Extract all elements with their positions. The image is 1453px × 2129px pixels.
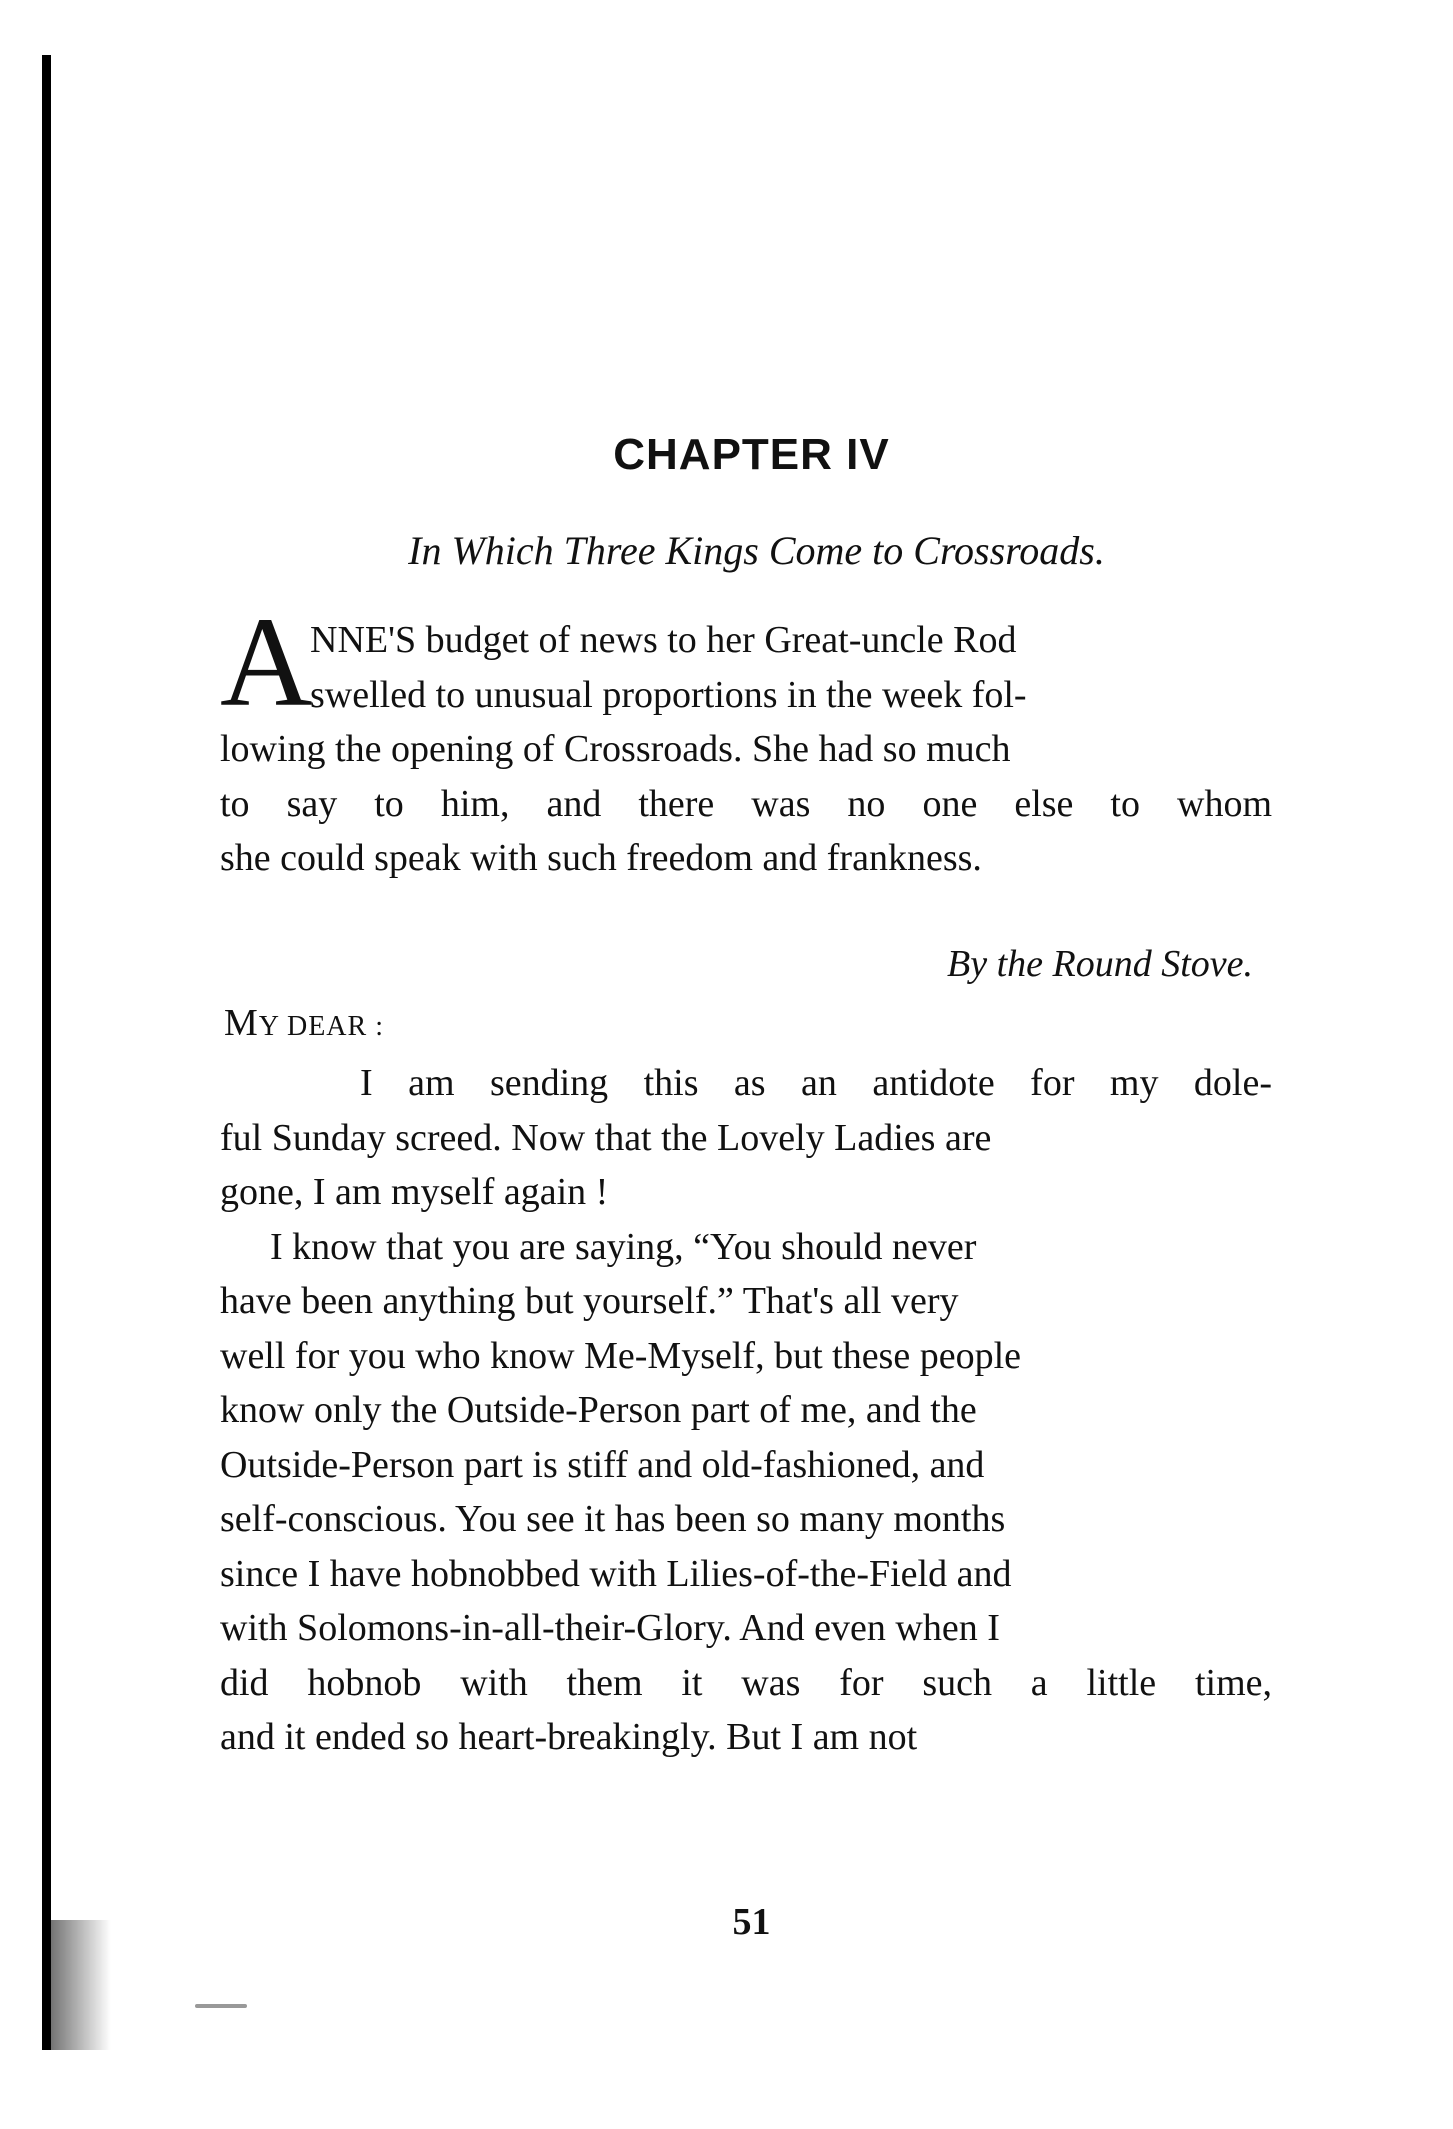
line-text: have been anything but yourself.” That's all very bbox=[220, 1280, 959, 1322]
text-line bbox=[220, 777, 1272, 832]
text-line bbox=[220, 1492, 1272, 1547]
text-line bbox=[220, 1383, 1272, 1438]
line-text: self-conscious. You see it has been so many months bbox=[220, 1498, 1006, 1540]
line-text: I am sending this as an antidote for my dole- bbox=[360, 1062, 1272, 1104]
drop-cap: A bbox=[220, 591, 313, 733]
line-text: well for you who know Me-Myself, but these people bbox=[220, 1334, 1022, 1377]
line-text: gone, I am myself again ! bbox=[220, 1171, 609, 1213]
line-text: since I have hobnobbed with Lilies-of-the-Field and bbox=[220, 1552, 1012, 1595]
line-text: Outside-Person part is stiff and old-fashioned, and bbox=[220, 1443, 985, 1486]
line-text: did hobnob with them it was for such a little time, bbox=[220, 1661, 1272, 1704]
line-text: lowing the opening of Crossroads. She had so much bbox=[220, 728, 1011, 770]
text-line bbox=[220, 1601, 1272, 1656]
line-text: with Solomons-in-all-their-Glory. And even when I bbox=[220, 1607, 1000, 1649]
text-line bbox=[220, 1710, 1272, 1765]
line-text: she could speak with such freedom and frankness. bbox=[220, 837, 982, 879]
text-line bbox=[220, 1165, 1272, 1220]
line-text: ful Sunday screed. Now that the Lovely Ladies are bbox=[220, 1116, 992, 1159]
salutation-rest: Y DEAR : bbox=[258, 1011, 384, 1042]
opening-paragraph bbox=[220, 613, 1272, 886]
text-line bbox=[220, 1329, 1272, 1384]
salutation-initial: M bbox=[224, 1002, 259, 1044]
chapter-heading: CHAPTER IV bbox=[613, 430, 890, 479]
chapter-subtitle: In Which Three Kings Come to Crossroads. bbox=[408, 528, 1105, 573]
book-spine-shadow bbox=[42, 55, 51, 2050]
ink-speck bbox=[195, 2004, 247, 2008]
line-text: NNE'S budget of news to her Great-uncle Rod bbox=[310, 619, 1017, 661]
text-line bbox=[220, 1111, 1272, 1166]
text-line bbox=[220, 1056, 1272, 1111]
text-line bbox=[220, 613, 1272, 668]
text-line bbox=[220, 1438, 1272, 1493]
letter-body bbox=[220, 1056, 1272, 1765]
line-text: know only the Outside-Person part of me, and the bbox=[220, 1389, 977, 1431]
text-line bbox=[220, 722, 1272, 777]
text-line bbox=[220, 1656, 1272, 1711]
line-text: to say to him, and there was no one else to whom bbox=[220, 782, 1272, 825]
text-line bbox=[220, 831, 1272, 886]
letter-dateline: By the Round Stove. bbox=[946, 943, 1253, 985]
line-text: I know that you are saying, “You should never bbox=[270, 1225, 977, 1268]
letter-salutation bbox=[224, 1001, 384, 1045]
text-line bbox=[220, 1274, 1272, 1329]
text-line bbox=[220, 1220, 1272, 1275]
line-text: and it ended so heart-breakingly. But I am not bbox=[220, 1716, 918, 1758]
page-number: 51 bbox=[732, 1901, 771, 1943]
line-text: swelled to unusual proportions in the week fol- bbox=[310, 673, 1027, 716]
text-line bbox=[220, 668, 1272, 723]
text-line bbox=[220, 1547, 1272, 1602]
